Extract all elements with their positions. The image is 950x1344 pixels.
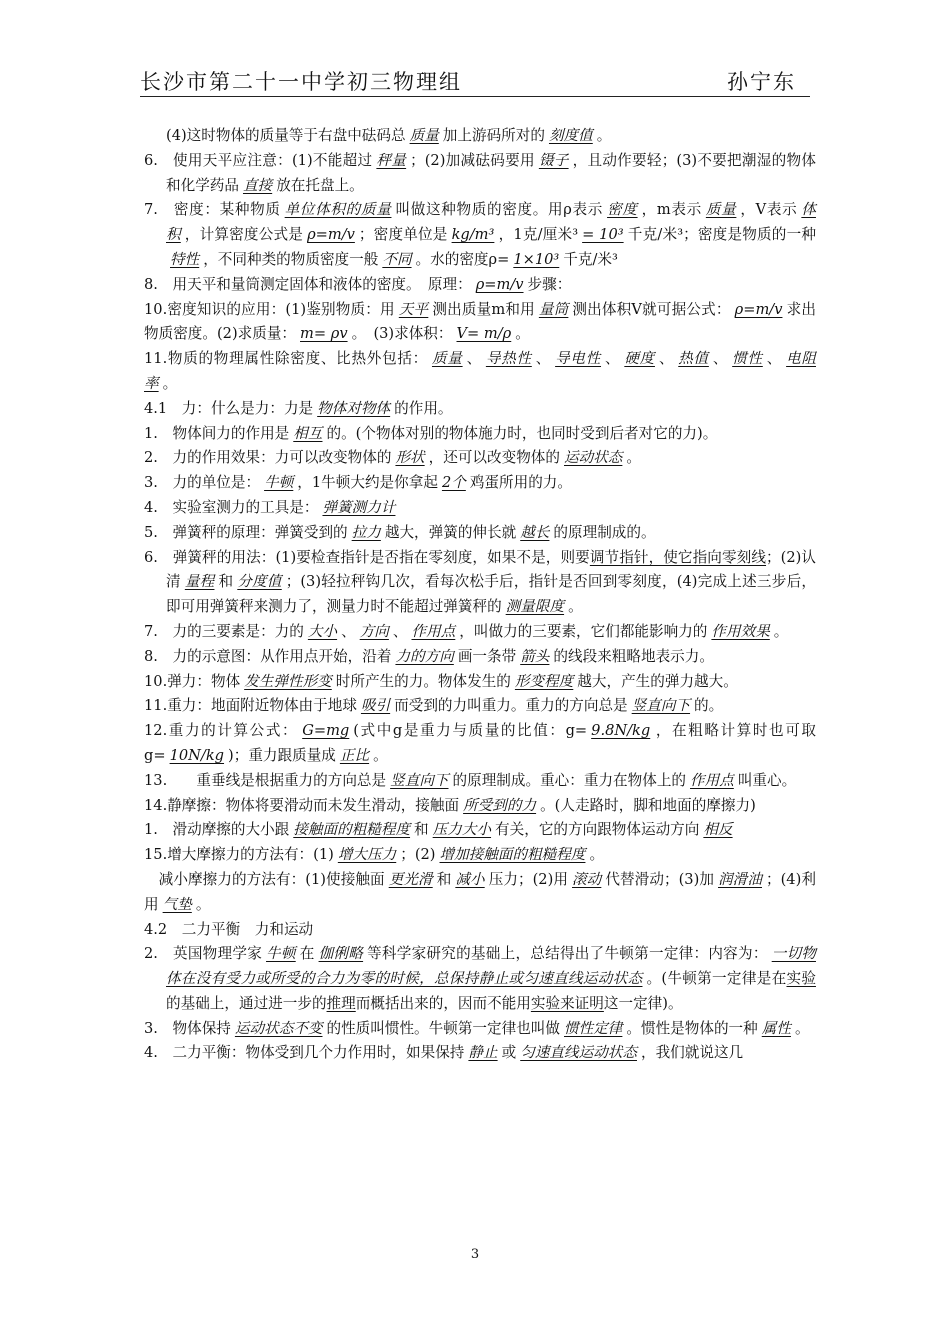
text-run: ，1牛顿大约是你拿起 bbox=[297, 474, 438, 492]
note-line bbox=[144, 546, 816, 620]
fill-in-answer: ρ=m/v bbox=[475, 275, 524, 293]
text-run: 4.1 力：什么是力：力是 bbox=[144, 399, 314, 417]
text-run: 、 bbox=[712, 350, 729, 368]
fill-in-answer: 形变程度 bbox=[514, 672, 574, 690]
fill-in-answer: 量筒 bbox=[538, 300, 569, 318]
fill-in-answer: 接触面的粗糙程度 bbox=[293, 821, 411, 839]
text-run: 。 (3)求体积： bbox=[351, 325, 453, 343]
text-run: 、 bbox=[766, 350, 783, 368]
text-run: 。 bbox=[373, 746, 388, 764]
fill-in-answer: 量程 bbox=[184, 573, 215, 591]
header-author: 孙宁东 bbox=[727, 70, 796, 94]
fill-in-answer: 发生弹性形变 bbox=[244, 672, 332, 690]
text-run: 3. 物体保持 bbox=[144, 1019, 231, 1037]
text-run: 或 bbox=[501, 1044, 517, 1062]
text-run: 4. 实验室测力的工具是： bbox=[144, 498, 319, 516]
text-run: 、 bbox=[392, 622, 408, 640]
text-run: 叫做这种物质的密度。用ρ表示 bbox=[395, 201, 604, 219]
text-run: ；(4)利用 bbox=[144, 870, 816, 913]
text-run: 。 bbox=[195, 895, 211, 913]
fill-in-answer: 力的方向 bbox=[395, 647, 454, 665]
text-run: 越大，弹簧的伸长就 bbox=[384, 523, 517, 541]
text-run: 步骤： bbox=[527, 275, 572, 293]
text-run: 时所产生的力。物体发生的 bbox=[335, 672, 511, 690]
note-line bbox=[144, 422, 816, 447]
fill-in-answer: 方向 bbox=[359, 622, 389, 640]
text-run: 。 bbox=[515, 325, 530, 343]
text-run: 测出体积V就可据公式： bbox=[572, 300, 731, 318]
text-run: 测出质量m和用 bbox=[432, 300, 535, 318]
underlined-text: 推理 bbox=[326, 994, 356, 1012]
text-run: 4. 二力平衡：物体受到几个力作用时，如果保持 bbox=[144, 1044, 465, 1062]
text-run: 的线段来粗略地表示力。 bbox=[553, 647, 714, 665]
text-run: 7. 密度：某种物质 bbox=[144, 201, 281, 219]
text-run: 8. 用天平和量筒测定固体和液体的密度。 原理： bbox=[144, 275, 472, 293]
note-line bbox=[144, 496, 816, 521]
text-run: 。 bbox=[589, 846, 605, 864]
text-run: 6. 使用天平应注意：(1)不能超过 bbox=[144, 151, 373, 169]
fill-in-answer: 作用点 bbox=[411, 622, 456, 640]
text-run: 和 bbox=[218, 573, 234, 591]
fill-in-answer: 吸引 bbox=[360, 697, 391, 715]
fill-in-answer: 热值 bbox=[678, 350, 709, 368]
note-line bbox=[144, 521, 816, 546]
text-run: 放在托盘上。 bbox=[276, 176, 364, 194]
text-run: )；重力跟质量成 bbox=[228, 746, 336, 764]
fill-in-answer: 匀速直线运动状态 bbox=[520, 1044, 637, 1062]
header-school: 长沙市第二十一中学初三物理组 bbox=[140, 70, 462, 94]
text-run: ，我们就说这几 bbox=[640, 1044, 744, 1062]
text-run: 、 bbox=[341, 622, 356, 640]
fill-in-answer: 一切物体在没有受力或所受的合力为零的时候，总保持静止或匀速直线运动状态 bbox=[166, 945, 816, 988]
note-line bbox=[144, 769, 816, 794]
text-run: 越大，产生的弹力越大。 bbox=[577, 672, 738, 690]
fill-in-answer: 减小 bbox=[455, 870, 485, 888]
text-run: 11.物质的物理属性除密度、比热外包括： bbox=[144, 350, 428, 368]
fill-in-answer: 惯性 bbox=[732, 350, 763, 368]
fill-in-answer: 正比 bbox=[339, 746, 370, 764]
fill-in-answer: 牛顿 bbox=[266, 945, 296, 963]
fill-in-answer: 天平 bbox=[398, 300, 429, 318]
note-line bbox=[144, 719, 816, 769]
text-run: 而受到的力叫重力。重力的方向总是 bbox=[394, 697, 628, 715]
text-run: ，在粗略计算时也可取g= bbox=[144, 722, 816, 764]
fill-in-answer: 不同 bbox=[382, 250, 412, 268]
fill-in-answer: 增大压力 bbox=[337, 846, 397, 864]
text-run: 加上游码所对的 bbox=[442, 127, 545, 144]
fill-in-answer: 压力大小 bbox=[432, 821, 492, 839]
fill-in-answer: 硬度 bbox=[624, 350, 655, 368]
text-run: 2. 英国物理学家 bbox=[144, 945, 263, 963]
text-run: 在 bbox=[299, 945, 315, 963]
note-line bbox=[144, 273, 816, 298]
text-run: 的基础上，通过进一步的 bbox=[166, 994, 327, 1012]
note-line bbox=[144, 942, 816, 1016]
text-run: 。水的密度ρ= bbox=[415, 250, 510, 268]
text-run: ，1克/厘米³ bbox=[498, 226, 579, 244]
text-run: 画一条带 bbox=[457, 647, 517, 665]
fill-in-answer: 9.8N/kg bbox=[591, 722, 651, 740]
fill-in-answer: 导热性 bbox=[485, 350, 532, 368]
note-line bbox=[144, 1017, 816, 1042]
text-run: 的性质叫惯性。牛顿第一定律也叫做 bbox=[326, 1019, 560, 1037]
fill-in-answer: 特性 bbox=[170, 250, 200, 268]
text-run: 叫重心。 bbox=[737, 771, 797, 789]
text-run: 10.密度知识的应用：(1)鉴别物质：用 bbox=[144, 300, 395, 318]
fill-in-answer: G=mg bbox=[302, 722, 350, 740]
underlined-text: 调节指针，使它指向零刻线 bbox=[589, 548, 767, 566]
fill-in-answer: 镊子 bbox=[538, 151, 569, 169]
note-line bbox=[144, 794, 816, 819]
fill-in-answer: 惯性定律 bbox=[564, 1019, 623, 1037]
text-run: ，m表示 bbox=[641, 201, 702, 219]
text-run: 。 bbox=[596, 127, 612, 144]
text-run: 的。(个物体对别的物体施力时，也同时受到后者对它的力)。 bbox=[326, 424, 718, 442]
text-run: ，不同种类的物质密度一般 bbox=[203, 250, 379, 268]
text-run: 11.重力：地面附近物体由于地球 bbox=[144, 697, 357, 715]
fill-in-answer: 1×10³ bbox=[513, 250, 560, 268]
fill-in-answer: 运动状态 bbox=[564, 449, 623, 467]
fill-in-answer: 属性 bbox=[761, 1019, 791, 1037]
note-line bbox=[144, 198, 816, 272]
text-run: ；(2)加减砝码要用 bbox=[410, 151, 535, 169]
fill-in-answer: ρ=m/v bbox=[734, 300, 783, 318]
notes-body bbox=[144, 124, 816, 1066]
note-line bbox=[144, 1041, 816, 1066]
fill-in-answer: 密度 bbox=[607, 201, 638, 219]
note-line bbox=[144, 620, 816, 645]
text-run: ，叫做力的三要素，它们都能影响力的 bbox=[459, 622, 708, 640]
text-run: 12.重力的计算公式： bbox=[144, 722, 299, 740]
fill-in-answer: 2个 bbox=[441, 474, 466, 492]
text-run: 14.静摩擦：物体将要滑动而未发生滑动，接触面 bbox=[144, 796, 460, 814]
note-line bbox=[144, 124, 816, 149]
note-line bbox=[144, 818, 816, 843]
text-run: 千克/米³；密度是物质的一种 bbox=[627, 226, 816, 244]
note-line bbox=[144, 694, 816, 719]
underlined-text: 实验来证明 bbox=[530, 994, 604, 1012]
fill-in-answer: 形状 bbox=[395, 449, 425, 467]
text-run: 7. 力的三要素是：力的 bbox=[144, 622, 304, 640]
page-number: 3 bbox=[470, 1247, 480, 1262]
text-run: 减小摩擦力的方法有：(1)使接触面 bbox=[144, 870, 385, 888]
fill-in-answer: 伽俐略 bbox=[318, 945, 364, 963]
text-run: 而概括出来的，因而不能用 bbox=[355, 994, 531, 1012]
fill-in-answer: 刻度值 bbox=[548, 127, 593, 144]
text-run: ；(2) bbox=[400, 846, 436, 864]
fill-in-answer: 直接 bbox=[242, 176, 273, 194]
text-run: 13. 重垂线是根据重力的方向总是 bbox=[144, 771, 387, 789]
text-run: 的作用。 bbox=[394, 399, 453, 417]
fill-in-answer: 作用效果 bbox=[711, 622, 770, 640]
text-run: 。惯性是物体的一种 bbox=[626, 1019, 758, 1037]
text-run: ；(2)认清 bbox=[166, 548, 816, 591]
text-run: 的原理制成的。 bbox=[553, 523, 656, 541]
fill-in-answer: 运动状态不变 bbox=[234, 1019, 323, 1037]
fill-in-answer: 秤量 bbox=[376, 151, 407, 169]
fill-in-answer: 物体对物体 bbox=[317, 399, 391, 417]
fill-in-answer: 静止 bbox=[468, 1044, 498, 1062]
fill-in-answer: 拉力 bbox=[351, 523, 381, 541]
text-run: 压力；(2)用 bbox=[488, 870, 569, 888]
text-run: 千克/米³ bbox=[563, 250, 618, 268]
note-line bbox=[144, 918, 816, 943]
fill-in-answer: 10N/kg bbox=[169, 746, 225, 764]
text-run: 这一定律)。 bbox=[603, 994, 683, 1012]
fill-in-answer: 测量限度 bbox=[505, 598, 565, 616]
text-run: (式中g是重力与质量的比值：g= bbox=[353, 722, 588, 740]
text-run: 15.增大摩擦力的方法有：(1) bbox=[144, 846, 334, 864]
text-run: ，计算密度公式是 bbox=[184, 226, 304, 244]
fill-in-answer: 越长 bbox=[520, 523, 550, 541]
note-line bbox=[144, 347, 816, 397]
text-run: 。 bbox=[773, 622, 789, 640]
text-run: 、 bbox=[658, 350, 675, 368]
text-run: 鸡蛋所用的力。 bbox=[469, 474, 572, 492]
fill-in-answer: 增加接触面的粗糙程度 bbox=[439, 846, 586, 864]
fill-in-answer: 质量 bbox=[409, 127, 439, 144]
fill-in-answer: 导电性 bbox=[555, 350, 602, 368]
note-line bbox=[144, 149, 816, 199]
fill-in-answer: 滚动 bbox=[572, 870, 602, 888]
text-run: 3. 力的单位是： bbox=[144, 474, 261, 492]
text-run: 的原理制成。重心：重力在物体上的 bbox=[452, 771, 687, 789]
text-run: ；(3)轻拉秤钩几次，看每次松手后，指针是否回到零刻度，(4)完成上述三步后，即可用弹簧秤来测力了，测量力时不能超过弹簧秤的 bbox=[166, 573, 816, 616]
text-run: 。(人走路时，脚和地面的摩擦力) bbox=[540, 796, 756, 814]
text-run: 。(牛顿第一定律是在 bbox=[646, 970, 787, 988]
fill-in-answer: 单位体积的质量 bbox=[284, 201, 392, 219]
text-run: 求出物质密度。(2)求质量： bbox=[144, 300, 816, 343]
fill-in-answer: kg/m³ bbox=[451, 226, 495, 244]
page-header bbox=[140, 62, 810, 97]
text-run: 。 bbox=[794, 1019, 810, 1037]
fill-in-answer: 相反 bbox=[703, 821, 733, 839]
fill-in-answer: 所受到的力 bbox=[463, 796, 537, 814]
fill-in-answer: 润滑油 bbox=[718, 870, 762, 888]
note-line bbox=[144, 670, 816, 695]
text-run: 和 bbox=[436, 870, 452, 888]
text-run: 2. 力的作用效果：力可以改变物体的 bbox=[144, 449, 392, 467]
fill-in-answer: ρ=m/v bbox=[307, 226, 355, 244]
note-line bbox=[144, 397, 816, 422]
note-line bbox=[144, 446, 816, 471]
fill-in-answer: 体积 bbox=[166, 201, 816, 244]
fill-in-answer: = 10³ bbox=[582, 226, 624, 244]
fill-in-answer: 竖直向下 bbox=[631, 697, 691, 715]
text-run: 等科学家研究的基础上，总结得出了牛顿第一定律：内容为： bbox=[367, 945, 768, 963]
fill-in-answer: 分度值 bbox=[237, 573, 282, 591]
text-run: ，还可以改变物体的 bbox=[428, 449, 560, 467]
fill-in-answer: 箭头 bbox=[520, 647, 550, 665]
note-line bbox=[144, 471, 816, 496]
text-run: ，V表示 bbox=[740, 201, 798, 219]
note-line bbox=[144, 298, 816, 348]
fill-in-answer: 电阻率 bbox=[144, 350, 816, 392]
fill-in-answer: 弹簧测力计 bbox=[322, 498, 396, 516]
text-run: 代替滑动；(3)加 bbox=[605, 870, 714, 888]
fill-in-answer: 更光滑 bbox=[388, 870, 433, 888]
text-run: ，且动作要轻；(3)不要把潮湿的物体和化学药品 bbox=[166, 151, 816, 194]
text-run: 、 bbox=[535, 350, 552, 368]
text-run: 6. 弹簧秤的用法：(1)要检查指针是否指在零刻度，如果不是，则要 bbox=[144, 548, 590, 566]
text-run: 10.弹力：物体 bbox=[144, 672, 241, 690]
fill-in-answer: 竖直向下 bbox=[390, 771, 449, 789]
fill-in-answer: 作用点 bbox=[690, 771, 734, 789]
text-run: 1. 滑动摩擦的大小跟 bbox=[144, 821, 290, 839]
text-run: 1. 物体间力的作用是 bbox=[144, 424, 290, 442]
text-run: 的。 bbox=[694, 697, 724, 715]
fill-in-answer: 质量 bbox=[431, 350, 463, 368]
text-run: 。 bbox=[162, 374, 178, 392]
text-run: ；密度单位是 bbox=[358, 226, 448, 244]
fill-in-answer: 气垫 bbox=[162, 895, 192, 913]
note-line bbox=[144, 868, 816, 918]
fill-in-answer: 相互 bbox=[293, 424, 323, 442]
note-line bbox=[144, 843, 816, 868]
fill-in-answer: 牛顿 bbox=[264, 474, 294, 492]
fill-in-answer: 大小 bbox=[307, 622, 338, 640]
underlined-text: 实验 bbox=[786, 970, 816, 988]
fill-in-answer: 质量 bbox=[705, 201, 737, 219]
text-run: 4.2 二力平衡 力和运动 bbox=[144, 920, 314, 938]
fill-in-answer: V= m/ρ bbox=[456, 325, 512, 343]
text-run: 有关，它的方向跟物体运动方向 bbox=[495, 821, 700, 839]
text-run: 8. 力的示意图：从作用点开始，沿着 bbox=[144, 647, 392, 665]
text-run: (4)这时物体的质量等于右盘中砝码总 bbox=[166, 127, 406, 144]
text-run: 。 bbox=[626, 449, 641, 467]
text-run: 5. 弹簧秤的原理：弹簧受到的 bbox=[144, 523, 348, 541]
text-run: 、 bbox=[605, 350, 621, 368]
text-run: 和 bbox=[414, 821, 429, 839]
text-run: 。 bbox=[568, 598, 583, 616]
note-line bbox=[144, 645, 816, 670]
fill-in-answer: m= ρv bbox=[300, 325, 348, 343]
text-run: 、 bbox=[466, 350, 482, 368]
